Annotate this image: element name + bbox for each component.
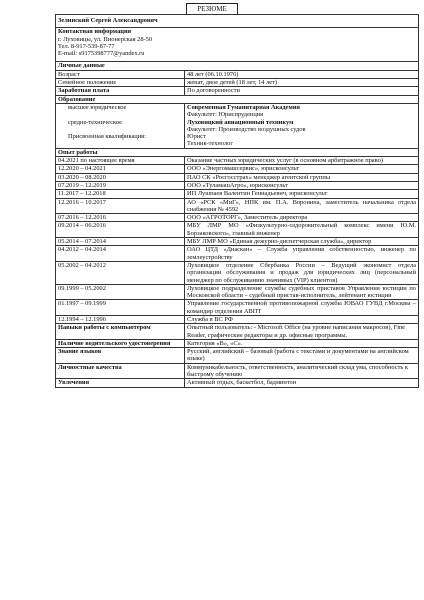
job-row — [56, 315, 419, 323]
job-period: 04.2021 по настоящее время — [56, 157, 185, 165]
job-description: ООО «ТуламашАгро», юрисконсульт — [185, 181, 419, 189]
family-value: женат, двое детей (18 лет, 14 лет) — [185, 79, 419, 87]
job-row — [56, 222, 419, 238]
license-label: Наличие водительского удостоверения — [56, 339, 185, 347]
job-row — [56, 238, 419, 246]
age-value: 48 лет (06.10.1976) — [185, 70, 419, 78]
qualities-value: Коммуникабельность, ответственность, аналитический склад ума, способность к быстрому обучению — [185, 363, 419, 379]
job-row — [56, 246, 419, 262]
higher-edu-school: Современная Гуманитарная Академия — [187, 103, 300, 111]
computer-skills-value: Опытный пользователь: - Microsoft Office (на уровне написания макросов), Fine Reader, графические редакторы и др. офисные программы. — [185, 324, 419, 340]
resume-table — [55, 14, 419, 388]
qualification-label: Присвоенная квалификация: — [68, 133, 146, 141]
education-row — [56, 103, 419, 148]
salary-row — [56, 87, 419, 95]
job-row — [56, 261, 419, 284]
job-row — [56, 198, 419, 214]
salary-value: По договоренности — [185, 87, 419, 95]
qualification-value: Техник-технолог — [187, 140, 233, 148]
job-row — [56, 284, 419, 300]
job-period: 05.2014 – 07.2014 — [56, 238, 185, 246]
hobbies-label: Увлечения — [56, 379, 185, 387]
job-period: 11.2017 – 12.2018 — [56, 190, 185, 198]
resume-header: РЕЗЮМЕ — [186, 3, 238, 15]
technical-edu-faculty: Факультет: Производство воздушных судов — [187, 125, 306, 133]
technical-edu-school: Луховицкий авиационный техникум — [187, 118, 294, 126]
qualification-value: Юрист — [187, 133, 206, 141]
education-section-title: Образование — [56, 95, 419, 103]
personal-section-title: Личные данные — [56, 62, 419, 70]
person-name: Зелинский Сергей Александрович — [56, 15, 419, 28]
job-row — [56, 157, 419, 165]
job-row — [56, 214, 419, 222]
age-label: Возраст — [56, 70, 185, 78]
job-description: Луховицкое отделение Сбербанка России – Ведущий экономист отдела организации обслуживания и продаж для юридических лиц (персональный менеджер по обслуживанию значимых (VIP) клиентов) — [185, 261, 419, 284]
job-description: Оказание частных юридических услуг (в основном арбитражное право) — [185, 157, 419, 165]
contact-phone: Тел. 8-917-539-87-77 — [58, 42, 115, 50]
contact-address: г. Луховицы, ул. Пионерская 28-50 — [58, 35, 153, 43]
job-period: 09.2014 – 06.2016 — [56, 222, 185, 238]
higher-edu-faculty: Факультет: Юриспруденция — [187, 111, 264, 119]
qualities-label: Личностные качества — [56, 363, 185, 379]
job-row — [56, 190, 419, 198]
job-period: 05.2002 – 04.2012 — [56, 261, 185, 284]
contact-title: Контактная информация — [58, 28, 132, 36]
contact-section — [56, 28, 419, 62]
job-period: 01.1997 – 09.1999 — [56, 300, 185, 316]
personal-row — [56, 70, 419, 78]
job-description: Служба в ВС РФ — [185, 315, 419, 323]
job-row — [56, 165, 419, 173]
higher-edu-label: высшее юридическое — [68, 103, 127, 111]
job-period: 12.1994 – 12.1996 — [56, 315, 185, 323]
job-description: Управление государственной противопожарной службы ЮВАО ГУВД г.Москвы – командир отделения АВПТ — [185, 300, 419, 316]
job-period: 12.2016 – 10.2017 — [56, 198, 185, 214]
job-period: 03.2020 – 08.2020 — [56, 173, 185, 181]
job-period: 12.2020 – 04.2021 — [56, 165, 185, 173]
job-period: 04.2012 – 04.2014 — [56, 246, 185, 262]
contact-email: E-mail: s9175398777@yandex.ru — [58, 50, 145, 58]
qualities-row — [56, 363, 419, 379]
computer-skills-label: Навыки работы с компьютером — [56, 324, 185, 340]
languages-row — [56, 348, 419, 364]
job-row — [56, 300, 419, 316]
license-row — [56, 339, 419, 347]
job-period: 07.2016 – 12.2016 — [56, 214, 185, 222]
job-row — [56, 173, 419, 181]
technical-edu-label: средне-техническое — [68, 118, 122, 126]
job-description: АО «РСК «МиГ», НПК им. П.А. Воронина, заместитель начальника отдела снабжения № 4592 — [185, 198, 419, 214]
job-description: Луховицкое подразделение службы судебных приставов Управления юстиции по Московской области – судебный пристав-исполнитель, лейтенант юстиции — [185, 284, 419, 300]
computer-skills-row — [56, 324, 419, 340]
job-description: ИП Лушпаев Валентин Геннадьевич, юрисконсульт — [185, 190, 419, 198]
languages-label: Знание языков — [56, 348, 185, 364]
job-description: ООО «АГРОТОРГ», Заместитель директора — [185, 214, 419, 222]
family-label: Семейное положение — [56, 79, 185, 87]
personal-row — [56, 79, 419, 87]
experience-section-title: Опыт работы — [56, 148, 419, 156]
job-description: МБУ ЛМР МО «Единая дежурно-диспетчерская служба», директор — [185, 238, 419, 246]
salary-label: Заработная плата — [56, 87, 185, 95]
job-period: 07.2019 – 12.2019 — [56, 181, 185, 189]
languages-value: Русский, английский – базовый (работа с текстами и документами на английском языке) — [185, 348, 419, 364]
job-description: МБУ ЛМР МО «Физкультурно-оздоровительный комплекс имени Ю.М. Борзаковского», главный инженер — [185, 222, 419, 238]
hobbies-value: Активный отдых, баскетбол, бадминтон — [185, 379, 419, 387]
job-description: ООО «Энергомашсервис», юрисконсульт — [185, 165, 419, 173]
license-value: Категория «В», «С». — [185, 339, 419, 347]
hobbies-row — [56, 379, 419, 387]
job-period: 09.1999 – 05.2002 — [56, 284, 185, 300]
job-description: ПАО СК «Росгосстрах» менеджер агентской группы — [185, 173, 419, 181]
job-row — [56, 181, 419, 189]
name-row — [56, 15, 419, 28]
job-description: ОАО ЦТД «Диаскан» – Служба управления собственностью, инженер по землеустройству — [185, 246, 419, 262]
